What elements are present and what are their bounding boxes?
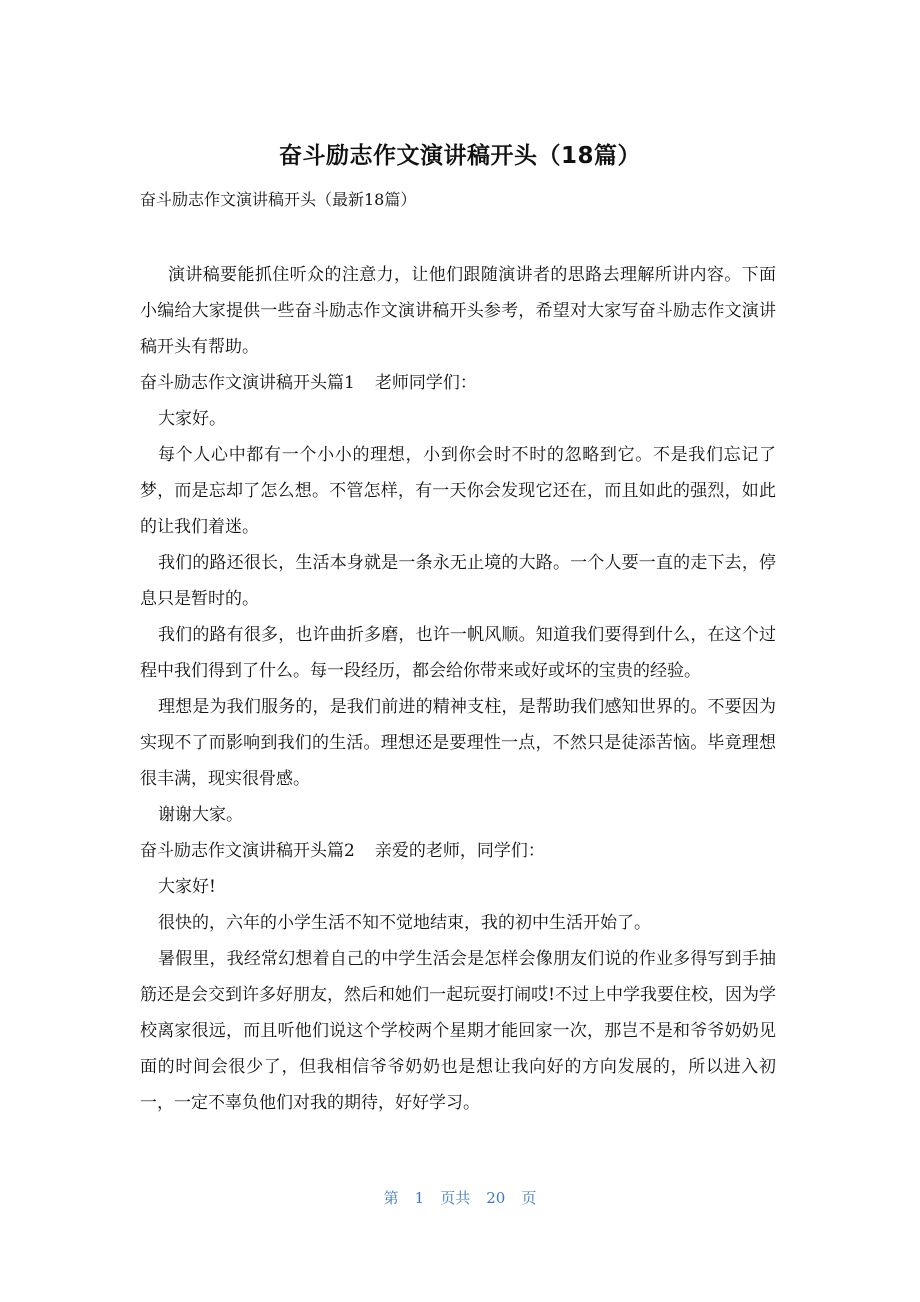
paragraph: 每个人心中都有一个小小的理想，小到你会时不时的忽略到它。不是我们忘记了梦，而是忘却了怎么想。不管怎样，有一天你会发现它还在，而且如此的强烈，如此的让我们着迷。	[140, 445, 776, 537]
page-footer	[0, 1186, 920, 1210]
paragraph: 大家好。	[158, 409, 226, 429]
intro-paragraph: 演讲稿要能抓住听众的注意力，让他们跟随演讲者的思路去理解所讲内容。下面小编给大家提供一些奋斗励志作文演讲稿开头参考，希望对大家写奋斗励志作文演讲稿开头有帮助。	[140, 265, 776, 357]
paragraph: 理想是为我们服务的，是我们前进的精神支柱，是帮助我们感知世界的。不要因为实现不了而影响到我们的生活。理想还是要理性一点，不然只是徒添苦恼。毕竟理想很丰满，现实很骨感。	[140, 697, 776, 789]
paragraph: 很快的，六年的小学生活不知不觉地结束，我的初中生活开始了。	[158, 913, 651, 933]
section-1-heading-line	[140, 365, 776, 401]
paragraph: 我们的路有很多，也许曲折多磨，也许一帆风顺。知道我们要得到什么，在这个过程中我们得到了什么。每一段经历，都会给你带来或好或坏的宝贵的经验。	[140, 625, 776, 681]
footer-suffix: 页	[521, 1189, 537, 1207]
section-2-heading: 奋斗励志作文演讲稿开头篇2	[140, 841, 355, 861]
footer-middle: 页共	[440, 1189, 471, 1207]
paragraph: 谢谢大家。	[158, 805, 243, 825]
section-1-salutation: 老师同学们：	[374, 373, 477, 393]
document-title: 奋斗励志作文演讲稿开头（18篇）	[278, 143, 641, 169]
paragraph: 我们的路还很长，生活本身就是一条永无止境的大路。一个人要一直的走下去，停息只是暂时的。	[140, 553, 776, 609]
footer-page-number: 1	[414, 1189, 425, 1207]
section-1-heading: 奋斗励志作文演讲稿开头篇1	[140, 373, 355, 393]
footer-prefix: 第	[383, 1189, 399, 1207]
paragraph: 大家好!	[158, 877, 216, 897]
document-body	[140, 257, 776, 1121]
section-2-heading-line	[140, 833, 776, 869]
footer-total-pages: 20	[486, 1189, 506, 1207]
section-2-salutation: 亲爱的老师，同学们：	[374, 841, 545, 861]
paragraph: 暑假里，我经常幻想着自己的中学生活会是怎样会像朋友们说的作业多得写到手抽筋还是会交到许多好朋友，然后和她们一起玩耍打闹哎!不过上中学我要住校，因为学校离家很远，而且听他们说这个学校两个星期才能回家一次，那岂不是和爷爷奶奶见面的时间会很少了，但我相信爷爷奶奶也是想让我向好的方向发展的，所以进入初一，一定不辜负他们对我的期待，好好学习。	[140, 949, 776, 1113]
document-subtitle: 奋斗励志作文演讲稿开头（最新18篇）	[140, 190, 417, 209]
